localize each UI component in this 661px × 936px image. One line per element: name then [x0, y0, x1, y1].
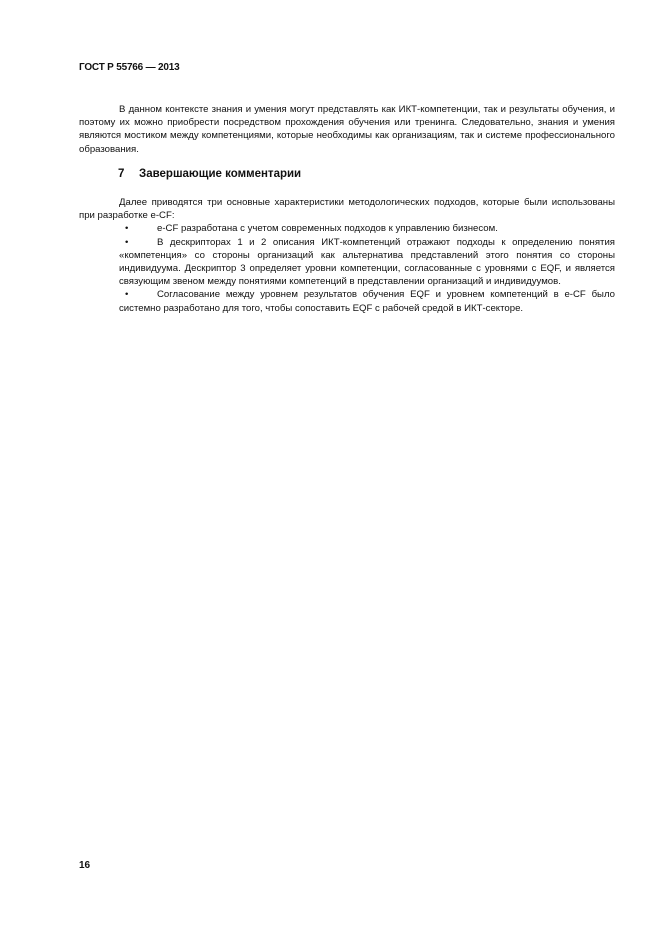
- page-number: 16: [79, 860, 91, 871]
- section-heading: [118, 168, 301, 180]
- document-header: ГОСТ Р 55766 — 2013: [79, 62, 180, 73]
- bullet-text: Согласование между уровнем результатов обучения EQF и уровнем компетенций в e-CF было системно разработано для того, чтобы сопоставить EQF с рабочей средой в ИКТ-секторе.: [119, 289, 615, 314]
- section-lead-paragraph: Далее приводятся три основные характеристики методологических подходов, которые были использованы при разработке e-CF:: [79, 197, 615, 222]
- section-title: Завершающие комментарии: [139, 168, 302, 180]
- intro-section: [79, 103, 615, 156]
- intro-paragraph: В данном контексте знания и умения могут представлять как ИКТ-компетенции, так и результаты обучения, и поэтому их можно приобрести посредством прохождения обучения или тренинга. Следовательно, знания и умения являются мостиком между компетенциями, которые необходимы как организациям, так и системе профессионального образования.: [79, 104, 615, 155]
- bullet-icon: •: [125, 223, 129, 235]
- bullet-item-1: [79, 222, 615, 235]
- bullet-text: В дескрипторах 1 и 2 описания ИКТ-компетенций отражают подходы к определению понятия «компетенция» со стороны организаций как альтернатива представлений этого понятия со стороны индивидуума. Дескриптор 3 определяет уровни компетенции, согласованные с уровнями с EQF, и является связующим звеном между понятиями компетенций в представлении организаций и индивидуумов.: [119, 236, 615, 288]
- bullet-list: [79, 222, 615, 314]
- bullet-item-3: [79, 288, 615, 314]
- section-body: [79, 196, 615, 315]
- section-number: 7: [118, 168, 125, 180]
- bullet-text: e-CF разработана с учетом современных подходов к управлению бизнесом.: [157, 223, 498, 235]
- bullet-icon: •: [125, 289, 129, 301]
- bullet-icon: •: [125, 236, 129, 248]
- bullet-item-2: [79, 236, 615, 289]
